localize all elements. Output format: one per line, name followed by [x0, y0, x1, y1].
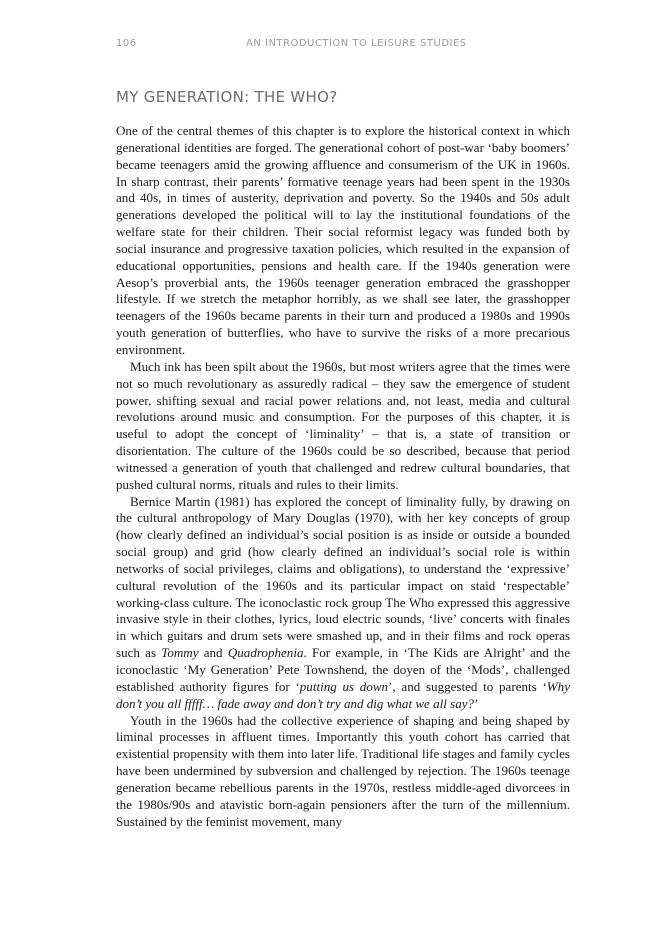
paragraph-3-text-d: ’, and suggested to parents ‘ [388, 678, 547, 694]
paragraph-3-text-e: ’ [474, 695, 479, 711]
body-text [116, 123, 570, 830]
section-heading: MY GENERATION: THE WHO? [116, 88, 338, 106]
paragraph-3-text-a: Bernice Martin (1981) has explored the concept of liminality fully, by drawing on the cultural anthropology of Mary Douglas (1970), with her key concepts of group (how clearly defined an individual’s social position is as inside or outside a bounded social group) and grid (how clearly defined an individual’s social role is within networks of social privileges, claims and obligations), to understand the ‘expressive’ cultural revolution of the 1960s and its particular impact on staid ‘respectable’ working-class culture. The iconoclastic rock group The Who expressed this aggressive invasive style in their clothes, lyrics, loud electric sounds, ‘live’ concerts with finales in which guitars and drum sets were smashed up, and in their films and rock operas such as [116, 493, 570, 661]
lyric-quote-2: Why don’t you all fffff… fade away and don’t try and dig what we all say? [116, 678, 570, 711]
film-title-tommy: Tommy [161, 645, 199, 661]
paragraph-3-text-b: and [198, 645, 228, 661]
paragraph-4: Youth in the 1960s had the collective experience of shaping and being shaped by liminal processes in affluent times. Importantly this youth cohort has carried that existential propensity with them into later life. Traditional life stages and family cycles have been undermined by subversion and challenged by rejection. The 1960s teenage generation became rebellious parents in the 1970s, restless middle-aged divorcees in the 1980s/90s and atavistic born-again pensioners after the turn of the millennium. Sustained by the feminist movement, many [116, 712, 570, 829]
page-number: 106 [116, 38, 137, 49]
book-title: AN INTRODUCTION TO LEISURE STUDIES [246, 38, 467, 49]
paragraph-1: One of the central themes of this chapter is to explore the historical context in which generational identities are forged. The generational cohort of post-war ‘baby boomers’ became teenagers amid the growing affluence and consumerism of the UK in 1960s. In sharp contrast, their parents’ formative teenage years had been spent in the 1930s and 40s, in times of austerity, deprivation and poverty. So the 1940s and 50s adult generations developed the political will to lay the institutional foundations of the welfare state for their children. Their social reformist legacy was funded both by social insurance and progressive taxation policies, which resulted in the expansion of educational opportunities, pensions and health care. If the 1940s generation were Aesop’s proverbial ants, the 1960s teenager generation embraced the grasshopper lifestyle. If we stretch the metaphor horribly, as we shall see later, the grasshopper teenagers of the 1960s became parents in their turn and produced a 1980s and 1990s youth generation of butterflies, who have to survive the risks of a more precarious environment. [116, 123, 570, 357]
paragraph-2: Much ink has been spilt about the 1960s, but most writers agree that the times were not so much revolutionary as assuredly radical – they saw the emergence of student power, shifting sexual and racial power relations and, not least, media and cultural revolutions around music and consumption. For the purposes of this chapter, it is useful to adopt the concept of ‘liminality’ – that is, a state of transition or disorientation. The culture of the 1960s could be so described, because that period witnessed a generation of youth that challenged and redrew cultural boundaries, that pushed cultural norms, rituals and rules to their limits. [116, 358, 570, 492]
lyric-quote-1: putting us down [299, 678, 389, 694]
paragraph-3 [116, 494, 570, 713]
paragraph-3-text-c: . For example, in ‘The Kids are Alright’ and the iconoclastic ‘My Generation’ Pete Townshend, the doyen of the ‘Mods’, challenged established authority figures for ‘ [116, 645, 570, 694]
film-title-quadrophenia: Quadrophenia [227, 645, 304, 661]
